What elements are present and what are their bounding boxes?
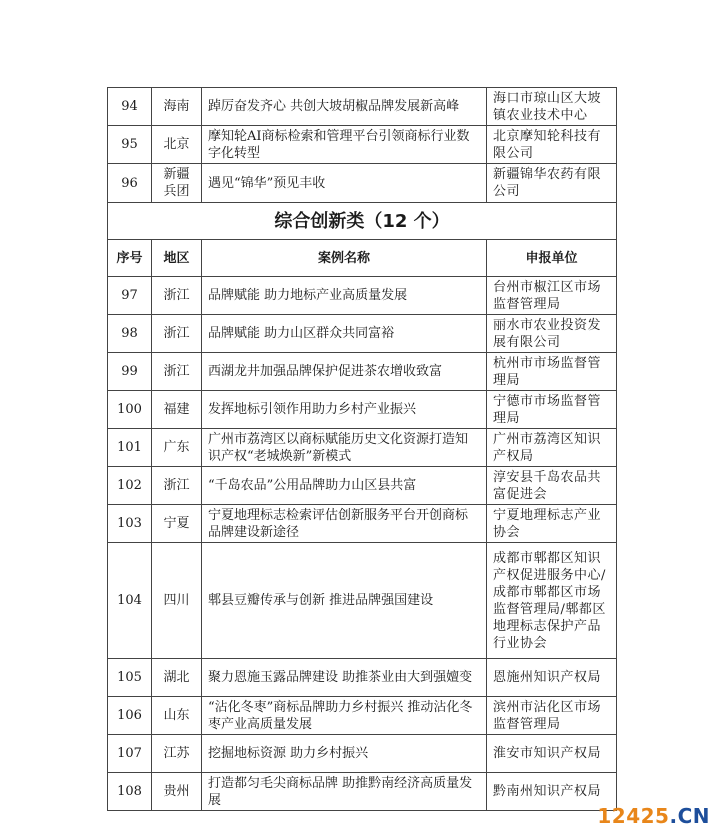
cell-region: 福建	[152, 391, 202, 429]
cell-org: 恩施州知识产权局	[487, 659, 617, 697]
cell-no: 94	[108, 88, 152, 126]
cell-region: 浙江	[152, 467, 202, 505]
cell-region: 浙江	[152, 315, 202, 353]
cell-name: 发挥地标引领作用助力乡村产业振兴	[202, 391, 487, 429]
cell-no: 103	[108, 505, 152, 543]
cell-no: 95	[108, 126, 152, 164]
cell-org: 杭州市市场监督管理局	[487, 353, 617, 391]
cell-org: 宁夏地理标志产业协会	[487, 505, 617, 543]
cell-name: 摩知轮AI商标检索和管理平台引领商标行业数字化转型	[202, 126, 487, 164]
table-row	[108, 391, 617, 429]
top-rows	[108, 88, 617, 203]
table-row	[108, 467, 617, 505]
cell-no: 104	[108, 543, 152, 659]
cell-no: 101	[108, 429, 152, 467]
cell-no: 106	[108, 697, 152, 735]
cell-org: 黔南州知识产权局	[487, 773, 617, 811]
header-no: 序号	[108, 240, 152, 277]
site-watermark	[597, 804, 710, 828]
cell-org: 台州市椒江区市场监督管理局	[487, 277, 617, 315]
table-row	[108, 697, 617, 735]
cell-no: 97	[108, 277, 152, 315]
cell-name: 品牌赋能 助力山区群众共同富裕	[202, 315, 487, 353]
cell-org: 成都市郫都区知识产权促进服务中心/成都市郫都区市场监督管理局/郫都区地理标志保护产品行业协会	[487, 543, 617, 659]
cell-region: 贵州	[152, 773, 202, 811]
section-title-row	[108, 203, 617, 240]
cell-name: 西湖龙井加强品牌保护促进茶农增收致富	[202, 353, 487, 391]
table-row	[108, 505, 617, 543]
table-row	[108, 315, 617, 353]
cell-region: 海南	[152, 88, 202, 126]
cell-org: 淮安市知识产权局	[487, 735, 617, 773]
cell-region: 湖北	[152, 659, 202, 697]
cell-name: 宁夏地理标志检索评估创新服务平台开创商标品牌建设新途径	[202, 505, 487, 543]
cell-no: 98	[108, 315, 152, 353]
cell-region: 江苏	[152, 735, 202, 773]
cell-region: 浙江	[152, 277, 202, 315]
table-row	[108, 277, 617, 315]
cell-name: 遇见“锦华”预见丰收	[202, 164, 487, 203]
cell-name: 品牌赋能 助力地标产业高质量发展	[202, 277, 487, 315]
cell-no: 100	[108, 391, 152, 429]
cell-org: 滨州市沾化区市场监督管理局	[487, 697, 617, 735]
table-row	[108, 735, 617, 773]
cell-region: 浙江	[152, 353, 202, 391]
cell-name: 踔厉奋发齐心 共创大坡胡椒品牌发展新高峰	[202, 88, 487, 126]
cell-no: 99	[108, 353, 152, 391]
cell-name: “沾化冬枣”商标品牌助力乡村振兴 推动沾化冬枣产业高质量发展	[202, 697, 487, 735]
cell-region: 四川	[152, 543, 202, 659]
cell-no: 102	[108, 467, 152, 505]
cell-org: 新疆锦华农药有限公司	[487, 164, 617, 203]
section-title: 综合创新类（12 个）	[108, 203, 617, 240]
header-org: 申报单位	[487, 240, 617, 277]
table-row	[108, 543, 617, 659]
watermark-domain: .CN	[669, 804, 710, 828]
cell-org: 丽水市农业投资发展有限公司	[487, 315, 617, 353]
table-row	[108, 88, 617, 126]
watermark-number: 12425	[597, 804, 670, 828]
cell-name: 聚力恩施玉露品牌建设 助推茶业由大到强嬗变	[202, 659, 487, 697]
cell-region: 宁夏	[152, 505, 202, 543]
table-row	[108, 659, 617, 697]
cell-org: 北京摩知轮科技有限公司	[487, 126, 617, 164]
cell-region: 新疆兵团	[152, 164, 202, 203]
table-row	[108, 429, 617, 467]
cell-name: “千岛农品”公用品牌助力山区县共富	[202, 467, 487, 505]
cell-region: 北京	[152, 126, 202, 164]
header-row	[108, 240, 617, 277]
cell-name: 广州市荔湾区以商标赋能历史文化资源打造知识产权“老城焕新”新模式	[202, 429, 487, 467]
cell-region: 广东	[152, 429, 202, 467]
cell-name: 打造都匀毛尖商标品牌 助推黔南经济高质量发展	[202, 773, 487, 811]
header-region: 地区	[152, 240, 202, 277]
cell-name: 挖掘地标资源 助力乡村振兴	[202, 735, 487, 773]
cell-name: 郫县豆瓣传承与创新 推进品牌强国建设	[202, 543, 487, 659]
table-row	[108, 126, 617, 164]
cell-no: 108	[108, 773, 152, 811]
table-row	[108, 353, 617, 391]
case-rows	[108, 277, 617, 811]
header-name: 案例名称	[202, 240, 487, 277]
cell-no: 105	[108, 659, 152, 697]
cases-table	[107, 87, 617, 811]
cell-org: 宁德市市场监督管理局	[487, 391, 617, 429]
cell-no: 96	[108, 164, 152, 203]
cell-region: 山东	[152, 697, 202, 735]
table-row	[108, 164, 617, 203]
table-row	[108, 773, 617, 811]
cell-no: 107	[108, 735, 152, 773]
cell-org: 广州市荔湾区知识产权局	[487, 429, 617, 467]
cell-org: 淳安县千岛农品共富促进会	[487, 467, 617, 505]
cell-org: 海口市琼山区大坡镇农业技术中心	[487, 88, 617, 126]
